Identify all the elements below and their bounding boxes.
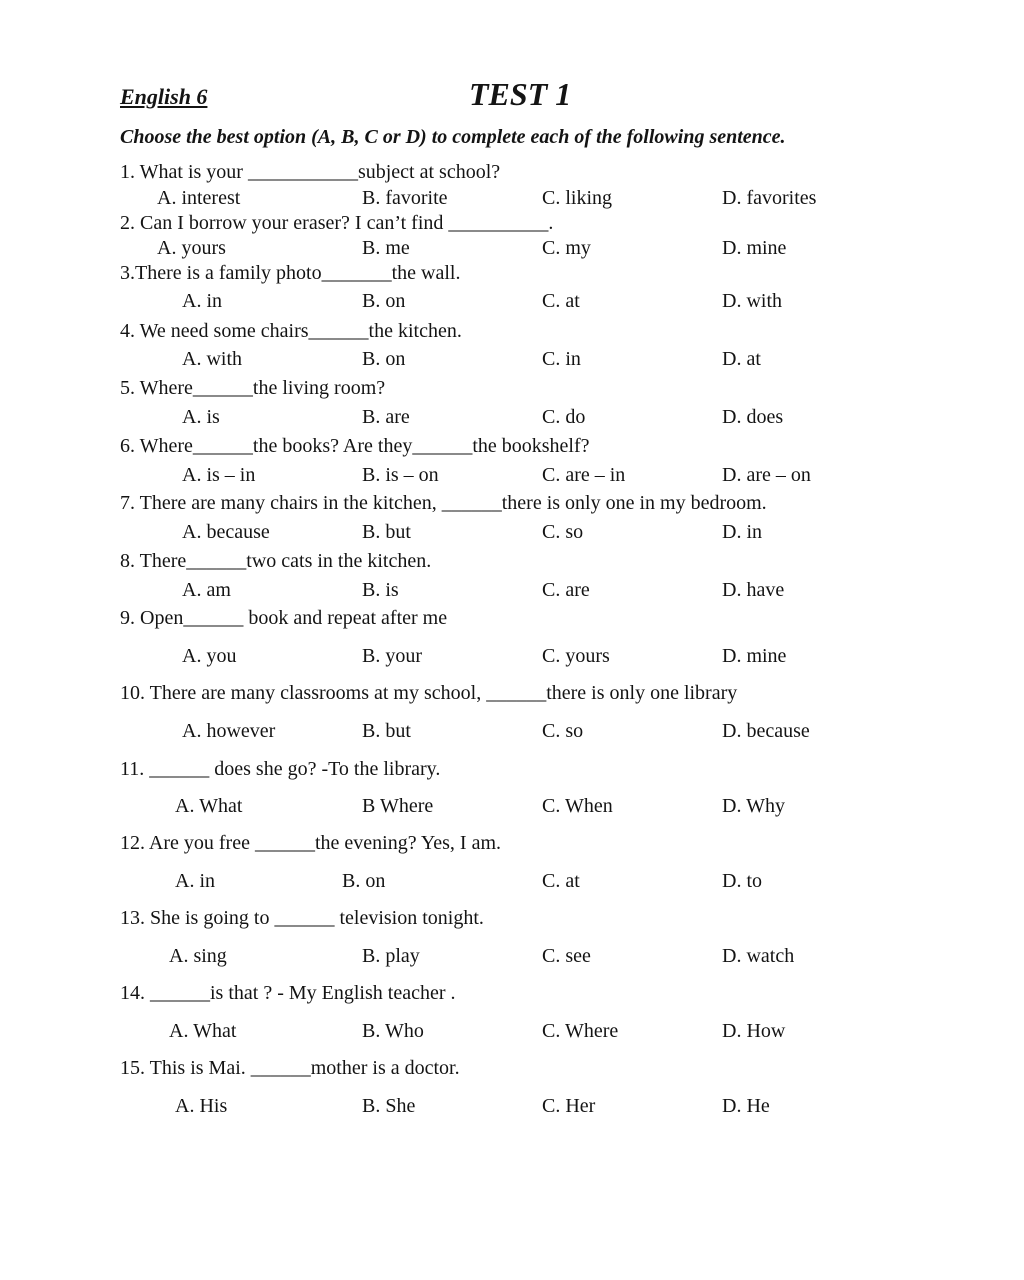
question-6: 6. Where______the books? Are they______the bookshelf?	[120, 435, 590, 457]
q10-option-a: A. however	[182, 720, 276, 742]
q6-option-a: A. is – in	[182, 464, 256, 486]
test-title: TEST 1	[469, 76, 572, 112]
q2-option-a: A. yours	[157, 237, 226, 259]
q15-option-a: A. His	[175, 1095, 228, 1117]
q12-option-c: C. at	[542, 870, 580, 892]
q15-option-d: D. He	[722, 1095, 770, 1117]
q3-option-a: A. in	[182, 290, 222, 312]
q1-option-d: D. favorites	[722, 187, 817, 209]
q3-option-c: C. at	[542, 290, 580, 312]
q4-option-a: A. with	[182, 348, 242, 370]
q2-option-c: C. my	[542, 237, 591, 259]
q13-option-d: D. watch	[722, 945, 795, 967]
q10-option-c: C. so	[542, 720, 584, 742]
question-5: 5. Where______the living room?	[120, 377, 386, 399]
q6-option-b: B. is – on	[362, 464, 439, 486]
q4-option-c: C. in	[542, 348, 581, 370]
q7-option-a: A. because	[182, 521, 270, 543]
q12-option-b: B. on	[342, 870, 386, 892]
q12-option-d: D. to	[722, 870, 762, 892]
q5-option-a: A. is	[182, 406, 220, 428]
q14-option-d: D. How	[722, 1020, 786, 1042]
q1-option-b: B. favorite	[362, 187, 448, 209]
q10-option-b: B. but	[362, 720, 411, 742]
question-15: 15. This is Mai. ______mother is a doctor.	[120, 1057, 460, 1079]
q3-option-d: D. with	[722, 290, 782, 312]
q11-option-a: A. What	[175, 795, 243, 817]
q13-option-c: C. see	[542, 945, 591, 967]
instructions: Choose the best option (A, B, C or D) to complete each of the following sentence.	[120, 126, 786, 148]
q6-option-d: D. are – on	[722, 464, 811, 486]
q12-option-a: A. in	[175, 870, 215, 892]
q1-option-a: A. interest	[157, 187, 241, 209]
question-10: 10. There are many classrooms at my school, ______there is only one library	[120, 682, 738, 704]
question-13: 13. She is going to ______ television tonight.	[120, 907, 484, 929]
q15-option-c: C. Her	[542, 1095, 596, 1117]
q15-option-b: B. She	[362, 1095, 416, 1117]
question-1: 1. What is your ___________subject at school?	[120, 161, 501, 183]
question-11: 11. ______ does she go? -To the library.	[120, 758, 441, 780]
q8-option-d: D. have	[722, 579, 785, 601]
q8-option-c: C. are	[542, 579, 590, 601]
q2-option-d: D. mine	[722, 237, 787, 259]
q11-option-d: D. Why	[722, 795, 785, 817]
q11-option-c: C. When	[542, 795, 613, 817]
question-3: 3.There is a family photo_______the wall.	[120, 262, 461, 284]
q7-option-d: D. in	[722, 521, 762, 543]
subject-label: English 6	[120, 84, 208, 109]
q1-option-c: C. liking	[542, 187, 613, 209]
question-14: 14. ______is that ? - My English teacher .	[120, 982, 456, 1004]
q9-option-d: D. mine	[722, 645, 787, 667]
q2-option-b: B. me	[362, 237, 410, 259]
q14-option-b: B. Who	[362, 1020, 424, 1042]
question-7: 7. There are many chairs in the kitchen, ______there is only one in my bedroom.	[120, 492, 767, 514]
q14-option-c: C. Where	[542, 1020, 619, 1042]
q8-option-b: B. is	[362, 579, 399, 601]
question-2: 2. Can I borrow your eraser? I can’t find __________.	[120, 212, 554, 234]
q9-option-a: A. you	[182, 645, 237, 667]
q4-option-b: B. on	[362, 348, 406, 370]
q7-option-c: C. so	[542, 521, 584, 543]
q3-option-b: B. on	[362, 290, 406, 312]
q9-option-b: B. your	[362, 645, 422, 667]
q4-option-d: D. at	[722, 348, 761, 370]
q13-option-b: B. play	[362, 945, 420, 967]
q7-option-b: B. but	[362, 521, 411, 543]
question-9: 9. Open______ book and repeat after me	[120, 607, 448, 629]
question-12: 12. Are you free ______the evening? Yes, I am.	[120, 832, 502, 854]
q14-option-a: A. What	[169, 1020, 237, 1042]
q13-option-a: A. sing	[169, 945, 227, 967]
q10-option-d: D. because	[722, 720, 810, 742]
question-8: 8. There______two cats in the kitchen.	[120, 550, 432, 572]
q5-option-d: D. does	[722, 406, 784, 428]
q9-option-c: C. yours	[542, 645, 610, 667]
q5-option-b: B. are	[362, 406, 410, 428]
q6-option-c: C. are – in	[542, 464, 626, 486]
q11-option-b: B Where	[362, 795, 434, 817]
q5-option-c: C. do	[542, 406, 586, 428]
q8-option-a: A. am	[182, 579, 231, 601]
question-4: 4. We need some chairs______the kitchen.	[120, 320, 462, 342]
